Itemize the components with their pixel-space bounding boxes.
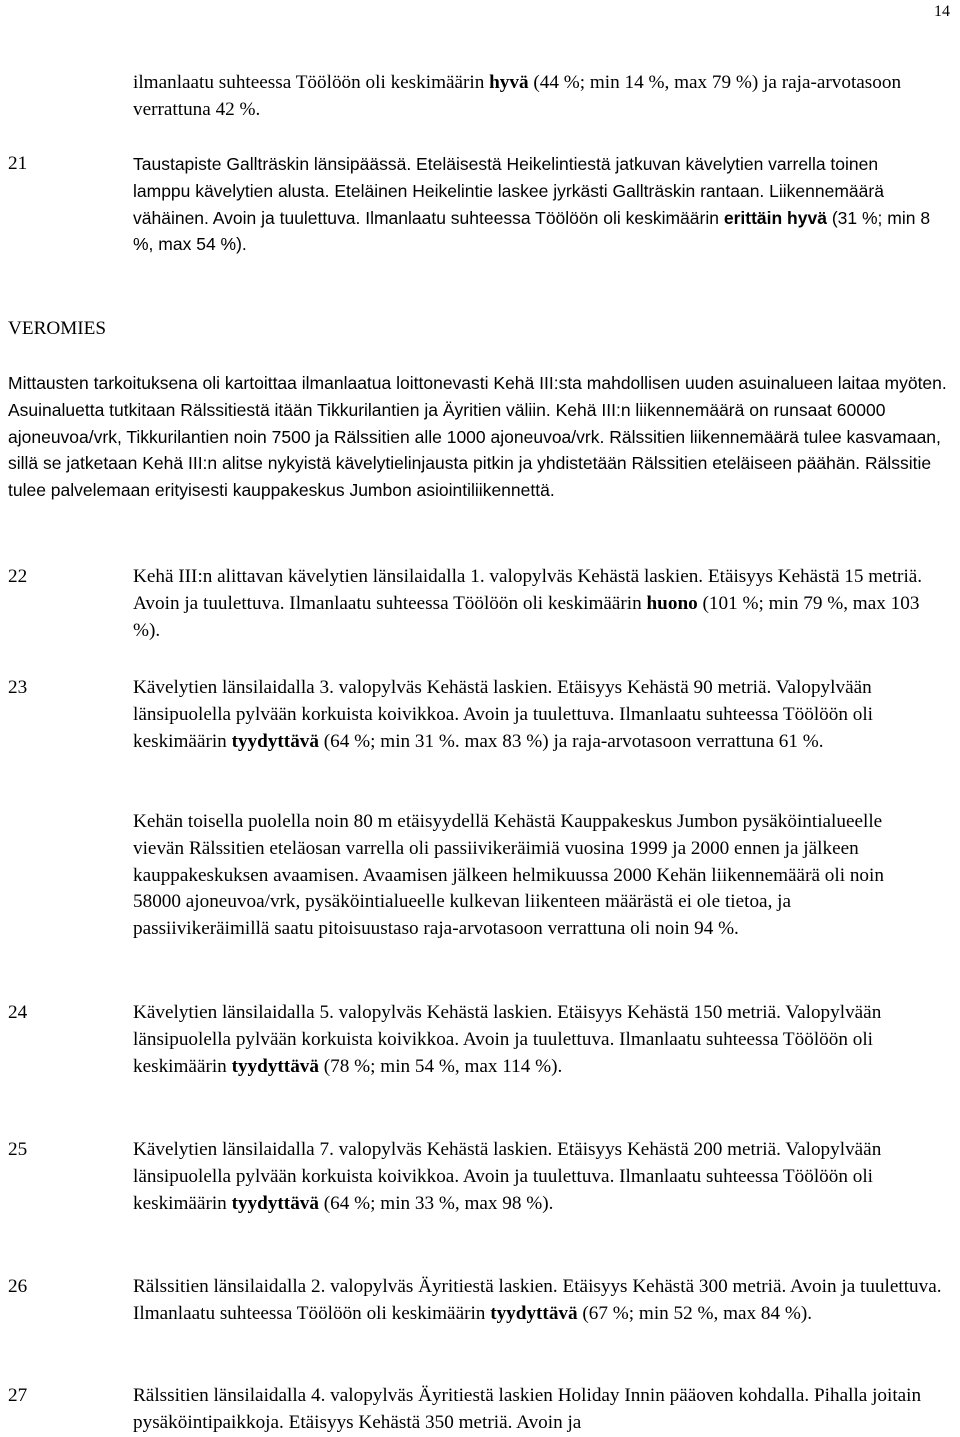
page-number: 14 [934, 3, 950, 20]
rating-text: tyydyttävä [231, 1192, 319, 1214]
rating-text: tyydyttävä [490, 1302, 578, 1324]
continued-paragraph: ilmanlaatu suhteessa Töölöön oli keskimäärin hyvä (44 %; min 14 %, max 79 %) ja raja-arvotasoon verrattuna 42 %. [133, 72, 902, 120]
rating-text: tyydyttävä [231, 1055, 319, 1077]
measurement-point-25: Kävelytien länsilaidalla 7. valopylväs Kehästä laskien. Etäisyys Kehästä 200 metriä. Valopylvään länsipuolella pylvään korkuista koivikkoa. Avoin ja tuulettuva. Ilmanlaatu suhteessa Töölöön oli keskimäärin tyydyttävä (64 %; min 33 %, max 98 %). [133, 1139, 882, 1214]
item-number: 25 [8, 1139, 28, 1160]
section-heading: VEROMIES [8, 318, 107, 339]
item-number: 24 [8, 1002, 28, 1023]
measurement-point-22: Kehä III:n alittavan kävelytien länsilaidalla 1. valopylväs Kehästä laskien. Etäisyys Kehästä 15 metriä. Avoin ja tuulettuva. Ilmanlaatu suhteessa Töölöön oli keskimäärin huono (101 %; min 79 %, max 103 %). [133, 566, 923, 641]
intro-paragraph: Mittausten tarkoituksena oli kartoittaa ilmanlaatua loittonevasti Kehä III:sta mahdollisen uuden asuinalueen laitaa myöten. Asuinaluetta tutkitaan Rälssitiestä itään Tikkurilantien ja Äyritien väliin. Kehä III:n liikennemäärä on runsaat 60000 ajoneuvoa/vrk, Tikkurilantien noin 7500 ja Rälssitien alle 1000 ajoneuvoa/vrk. Rälssitien liikennemäärä tulee kasvamaan, sillä se jatketaan Kehä III:n alitse nykyistä kävelytielinjausta pitkin ja yhdistetään Rälssitien eteläiseen päähän. Rälssitie tulee palvelemaan erityisesti kauppakeskus Jumbon asiointiliikennettä. [8, 373, 947, 501]
measurement-point-23-extra: Kehän toisella puolella noin 80 m etäisyydellä Kehästä Kauppakeskus Jumbon pysäköintialueelle vievän Rälssitien eteläosan varrella oli passiivikeräimiä vuosina 1999 ja 2000 ennen ja jälkeen kauppakeskuksen avaamisen. Avaamisen jälkeen helmikuussa 2000 Kehän liikennemäärä oli noin 58000 ajoneuvoa/vrk, pysäköintialueelle kulkevan liikenteen määrästä ei ole tietoa, ja passiivikeräimillä saatu pitoisuustaso raja-arvotasoon verrattuna oli noin 94 %. [133, 811, 884, 940]
rating-text: huono [646, 592, 698, 614]
rating-text: hyvä [489, 72, 529, 93]
item-number: 22 [8, 566, 28, 587]
rating-text: tyydyttävä [231, 730, 319, 752]
item-number: 23 [8, 677, 28, 698]
measurement-point-26: Rälssitien länsilaidalla 2. valopylväs Äyritiestä laskien. Etäisyys Kehästä 300 metriä. Avoin ja tuulettuva. Ilmanlaatu suhteessa Töölöön oli keskimäärin tyydyttävä (67 %; min 52 %, max 84 %). [133, 1276, 942, 1324]
measurement-point-21: Taustapiste Gallträskin länsipäässä. Eteläisestä Heikelintiestä jatkuvan kävelytien varrella toinen lamppu kävelytien alusta. Eteläinen Heikelintie laskee jyrkästi Gallträskin rantaan. Liikennemäärä vähäinen. Avoin ja tuulettuva. Ilmanlaatu suhteessa Töölöön oli keskimäärin erittäin hyvä (31 %; min 8 %, max 54 %). [133, 154, 931, 255]
measurement-point-27: Rälssitien länsilaidalla 4. valopylväs Äyritiestä laskien Holiday Innin pääoven kohdalla. Pihalla joitain pysäköintipaikkoja. Etäisyys Kehästä 350 metriä. Avoin ja [133, 1385, 922, 1433]
rating-text: erittäin hyvä [723, 207, 827, 228]
measurement-point-24: Kävelytien länsilaidalla 5. valopylväs Kehästä laskien. Etäisyys Kehästä 150 metriä. Valopylvään länsipuolella pylvään korkuista koivikkoa. Avoin ja tuulettuva. Ilmanlaatu suhteessa Töölöön oli keskimäärin tyydyttävä (78 %; min 54 %, max 114 %). [133, 1002, 882, 1077]
item-number: 26 [8, 1276, 28, 1297]
item-number: 27 [8, 1385, 28, 1406]
measurement-point-23: Kävelytien länsilaidalla 3. valopylväs Kehästä laskien. Etäisyys Kehästä 90 metriä. Valopylvään länsipuolella pylvään korkuista koivikkoa. Avoin ja tuulettuva. Ilmanlaatu suhteessa Töölöön oli keskimäärin tyydyttävä (64 %; min 31 %. max 83 %) ja raja-arvotasoon verrattuna 61 %. [133, 677, 874, 752]
item-number: 21 [8, 153, 28, 174]
